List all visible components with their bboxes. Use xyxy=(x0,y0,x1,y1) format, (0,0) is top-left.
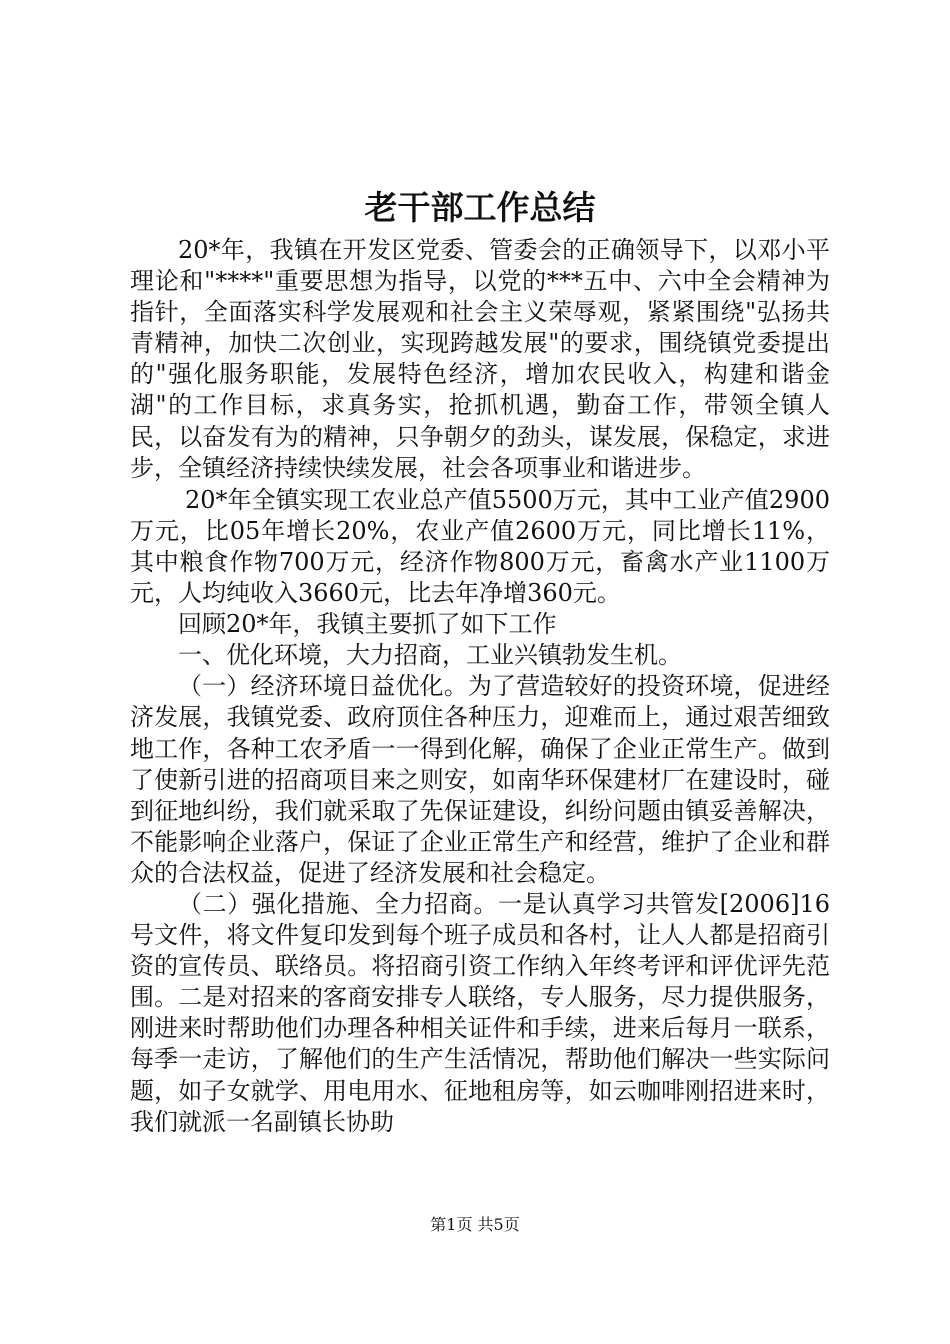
page-footer: 第1页 共5页 xyxy=(430,1215,520,1234)
paragraph-review: 回顾20*年，我镇主要抓了如下工作 xyxy=(178,610,557,639)
paragraph-output-stats: 20*年全镇实现工农业总产值5500万元，其中工业产值2900万元，比05年增长20%，农业产值2600万元，同比增长11%，其中粮食作物700万元，经济作物800万元，畜禽水产业1100万元，人均纯收入3660元，比去年净增360元。 xyxy=(130,485,830,608)
document-title: 老干部工作总结 xyxy=(364,188,596,227)
paragraph-subsection-1: （一）经济环境日益优化。为了营造较好的投资环境，促进经济发展，我镇党委、政府顶住各种压力，迎难而上，通过艰苦细致地工作，各种工农矛盾一一得到化解，确保了企业正常生产。做到了使新引进的招商项目来之则安，如南华环保建材厂在建设时，碰到征地纠纷，我们就采取了先保证建设，纠纷问题由镇妥善解决，不能影响企业落户，保证了企业正常生产和经营，维护了企业和群众的合法权益，促进了经济发展和社会稳定。 xyxy=(130,672,830,887)
paragraph-intro: 20*年，我镇在开发区党委、管委会的正确领导下，以邓小平理论和"****"重要思想为指导，以党的***五中、六中全会精神为指针，全面落实科学发展观和社会主义荣辱观，紧紧围绕"弘扬共青精神，加快二次创业，实现跨越发展"的要求，围绕镇党委提出的"强化服务职能，发展特色经济，增加农民收入，构建和谐金湖"的工作目标，求真务实，抢抓机遇，勤奋工作，带领全镇人民，以奋发有为的精神，只争朝夕的劲头，谋发展，保稳定，求进步，全镇经济持续快续发展，社会各项事业和谐进步。 xyxy=(130,236,830,482)
paragraph-subsection-2: （二）强化措施、全力招商。一是认真学习共管发[2006]16号文件，将文件复印发到每个班子成员和各村，让人人都是招商引资的宣传员、联络员。将招商引资工作纳入年终考评和评优评先范围。二是对招来的客商安排专人联络，专人服务，尽力提供服务，刚进来时帮助他们办理各种相关证件和手续，进来后每月一联系，每季一走访，了解他们的生产生活情况，帮助他们解决一些实际问题，如子女就学、用电用水、征地租房等，如云咖啡刚招进来时，我们就派一名副镇长协助 xyxy=(130,889,830,1136)
document-body xyxy=(130,235,830,1138)
section-heading-1: 一、优化环境，大力招商，工业兴镇勃发生机。 xyxy=(178,641,682,670)
